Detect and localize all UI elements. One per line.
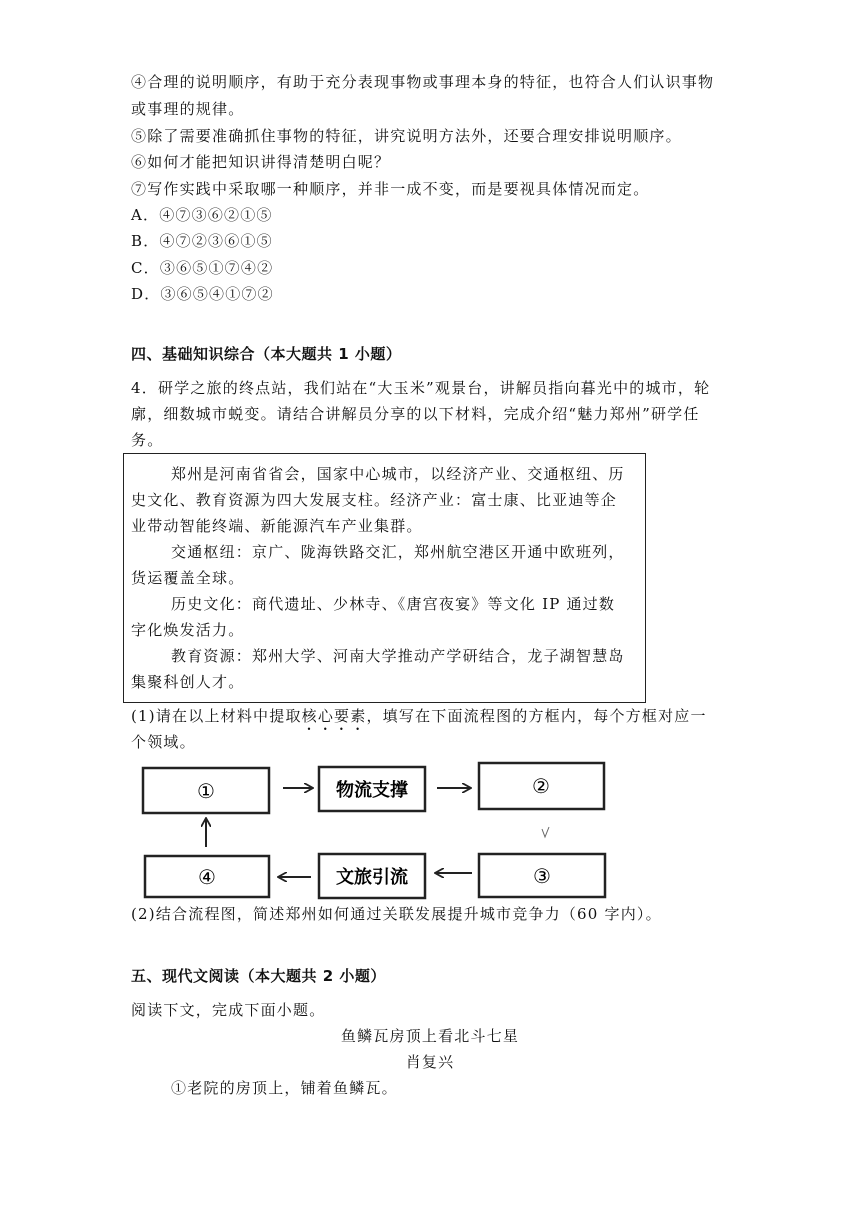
material-p4-line1: 教育资源：郑州大学、河南大学推动产学研结合，龙子湖智慧岛 [171, 647, 625, 665]
flow-box-culture-label: 文旅引流 [336, 867, 408, 888]
flow-box-2-label: ② [532, 774, 550, 798]
statement-4-cont: 或事理的规律。 [131, 100, 245, 118]
article-paragraph-1: ①老院的房顶上，铺着鱼鳞瓦。 [171, 1079, 398, 1097]
flowchart [125, 755, 615, 903]
statement-6: ⑥如何才能把知识讲得清楚明白呢？ [131, 153, 391, 171]
material-p4-line2: 集聚科创人才。 [131, 673, 245, 691]
question-4-line2: 廓，细数城市蜕变。请结合讲解员分享的以下材料，完成介绍“魅力郑州”研学任 [131, 405, 700, 423]
sub-question-2: (2)结合流程图，简述郑州如何通过关联发展提升城市竞争力（60 字内）。 [131, 905, 662, 923]
reading-intro: 阅读下文，完成下面小题。 [131, 1001, 326, 1019]
flow-box-4-label: ④ [198, 865, 216, 889]
flow-box-3-label: ③ [533, 864, 551, 888]
material-p2-line2: 货运覆盖全球。 [131, 569, 245, 587]
sub-question-1-line2: 个领域。 [131, 733, 196, 751]
statement-7: ⑦写作实践中采取哪一种顺序，并非一成不变，而是要视具体情况而定。 [131, 180, 650, 198]
sub-question-1-pre: (1)请在以上材料中提取 [131, 707, 302, 725]
section-5-heading: 五、现代文阅读（本大题共 2 小题） [131, 967, 386, 985]
question-4-line1: 4．研学之旅的终点站，我们站在“大玉米”观景台，讲解员指向暮光中的城市，轮 [131, 379, 711, 397]
option-b[interactable]: B．④⑦②③⑥①⑤ [131, 232, 273, 250]
sub-question-1-emphasis: 核心要素 [301, 707, 367, 725]
pen-mark [542, 827, 549, 837]
statement-4: ④合理的说明顺序，有助于充分表现事物或事理本身的特征，也符合人们认识事物 [131, 73, 715, 91]
material-p1-line2: 史文化、教育资源为四大发展支柱。经济产业：富士康、比亚迪等企 [131, 491, 618, 509]
option-a[interactable]: A．④⑦③⑥②①⑤ [131, 206, 273, 224]
article-title: 鱼鳞瓦房顶上看北斗七星 [340, 1027, 520, 1045]
material-p3-line2: 字化焕发活力。 [131, 621, 245, 639]
sub-question-1-line1 [131, 706, 707, 734]
question-4-line3: 务。 [131, 431, 164, 449]
material-p2-line1: 交通枢纽：京广、陇海铁路交汇，郑州航空港区开通中欧班列， [171, 543, 625, 561]
sub-question-1-post: ，填写在下面流程图的方框内，每个方框对应一 [366, 707, 707, 725]
flow-box-1-label: ① [197, 779, 215, 803]
statement-5: ⑤除了需要准确抓住事物的特征，讲究说明方法外，还要合理安排说明顺序。 [131, 127, 682, 145]
option-d[interactable]: D．③⑥⑤④①⑦② [131, 285, 274, 303]
flow-box-logistics-label: 物流支撑 [336, 780, 408, 801]
option-c[interactable]: C．③⑥⑤①⑦④② [131, 259, 274, 277]
material-p1-line1: 郑州是河南省省会，国家中心城市，以经济产业、交通枢纽、历 [171, 465, 625, 483]
section-4-heading: 四、基础知识综合（本大题共 1 小题） [131, 345, 402, 363]
article-author: 肖复兴 [405, 1053, 455, 1071]
material-p3-line1: 历史文化：商代遗址、少林寺、《唐宫夜宴》等文化 IP 通过数 [171, 595, 616, 613]
material-p1-line3: 业带动智能终端、新能源汽车产业集群。 [131, 517, 423, 535]
